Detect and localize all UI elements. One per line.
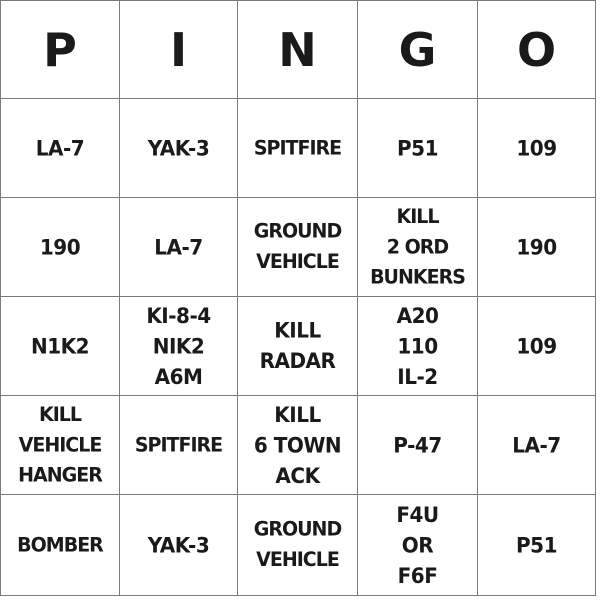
- cell-label: P-47: [393, 431, 442, 458]
- cell-label: KI-8-4 NIK2 A6M: [146, 302, 211, 389]
- cell-label: KILL VEHICLE HANGER: [18, 402, 102, 487]
- board-cell[interactable]: [237, 395, 357, 494]
- cell-label: KILL RADAR: [259, 317, 336, 374]
- cell-label: GROUND VEHICLE: [253, 219, 342, 274]
- header-cell-o: [477, 0, 596, 98]
- board-cell[interactable]: [357, 197, 477, 296]
- board-cell[interactable]: [477, 494, 596, 596]
- cell-label: YAK-3: [147, 531, 210, 558]
- board-cell[interactable]: [0, 98, 119, 197]
- board-cell[interactable]: [237, 296, 357, 395]
- header-cell-g: [357, 0, 477, 98]
- board-cell[interactable]: [119, 395, 237, 494]
- header-letter: P: [43, 22, 77, 77]
- cell-label: SPITFIRE: [253, 135, 342, 160]
- board-cell[interactable]: [237, 98, 357, 197]
- header-cell-p: [0, 0, 119, 98]
- cell-label: YAK-3: [147, 134, 210, 161]
- cell-label: P51: [516, 531, 557, 558]
- cell-label: KILL 2 ORD BUNKERS: [370, 204, 465, 289]
- cell-label: KILL 6 TOWN ACK: [253, 401, 342, 488]
- cell-label: 109: [516, 134, 557, 161]
- board-cell[interactable]: [357, 494, 477, 596]
- cell-label: A20 110 IL-2: [396, 302, 439, 389]
- cell-label: GROUND VEHICLE: [253, 517, 342, 572]
- cell-label: LA-7: [154, 233, 203, 260]
- cell-label: LA-7: [512, 431, 561, 458]
- header-letter: O: [516, 22, 557, 77]
- board-cell[interactable]: [119, 98, 237, 197]
- cell-label: P51: [397, 134, 438, 161]
- board-cell[interactable]: [357, 395, 477, 494]
- board-cell[interactable]: [357, 296, 477, 395]
- cell-label: N1K2: [30, 332, 90, 359]
- header-cell-n: [237, 0, 357, 98]
- board-cell[interactable]: [0, 395, 119, 494]
- cell-label: BOMBER: [17, 532, 103, 557]
- board-cell[interactable]: [477, 197, 596, 296]
- board-cell[interactable]: [0, 494, 119, 596]
- cell-label: LA-7: [35, 134, 85, 161]
- board-cell[interactable]: [477, 98, 596, 197]
- header-letter: I: [169, 22, 188, 77]
- cell-label: F4U OR F6F: [396, 501, 439, 588]
- cell-label: 109: [516, 332, 557, 359]
- board-cell[interactable]: [477, 395, 596, 494]
- cell-label: 190: [516, 233, 557, 260]
- board-cell[interactable]: [237, 494, 357, 596]
- header-letter: G: [398, 22, 437, 77]
- cell-label: 190: [39, 233, 81, 260]
- header-letter: N: [278, 22, 317, 77]
- header-cell-i: [119, 0, 237, 98]
- board-cell[interactable]: [0, 296, 119, 395]
- board-cell[interactable]: [237, 197, 357, 296]
- board-cell[interactable]: [357, 98, 477, 197]
- board-cell[interactable]: [477, 296, 596, 395]
- board-cell[interactable]: [119, 494, 237, 596]
- board-cell[interactable]: [0, 197, 119, 296]
- board-cell[interactable]: [119, 197, 237, 296]
- board-cell[interactable]: [119, 296, 237, 395]
- cell-label: SPITFIRE: [134, 432, 223, 457]
